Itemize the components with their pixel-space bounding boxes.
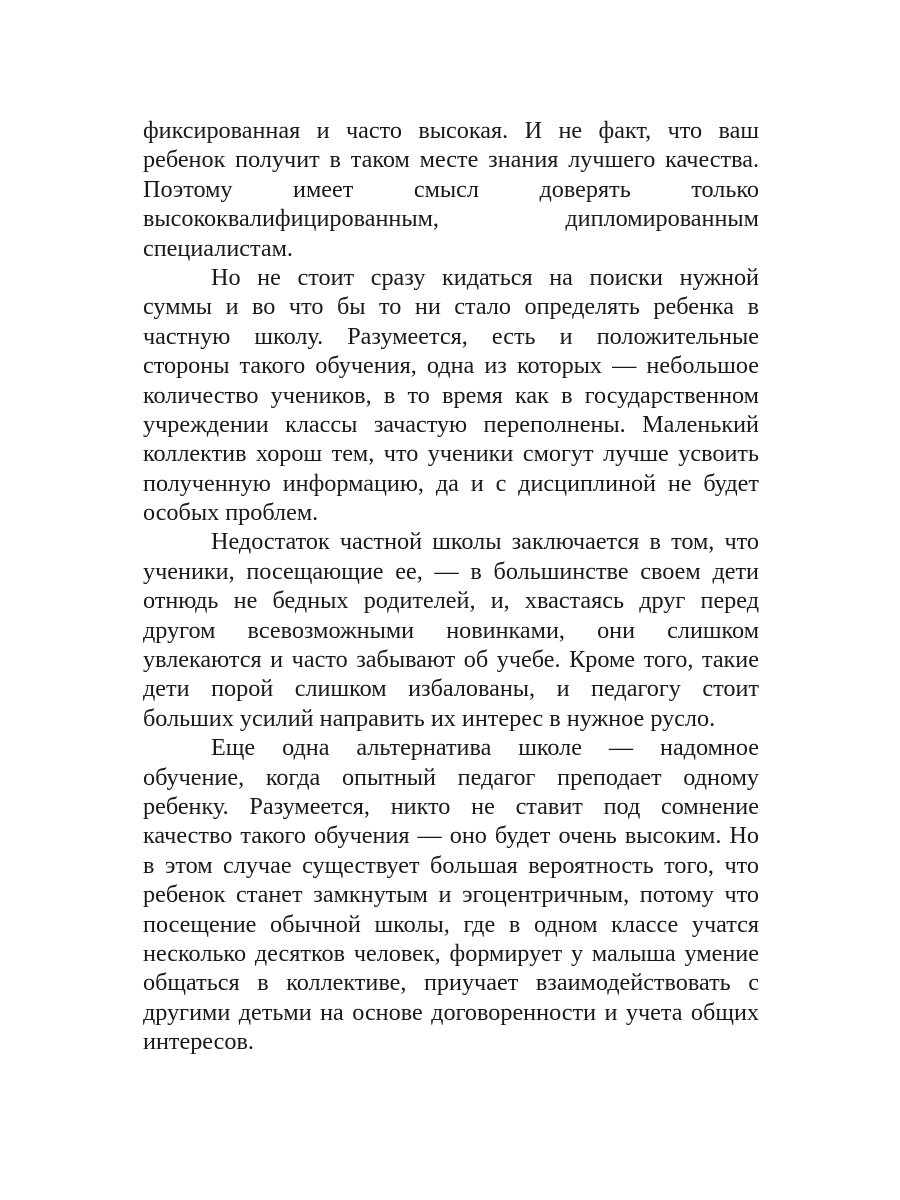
text-line: другими детьми на основе договоренности и учета общих bbox=[143, 998, 759, 1026]
text-line: больших усилий направить их интерес в нужное русло. bbox=[143, 704, 716, 732]
text-line: увлекаются и часто забывают об учебе. Кроме того, такие bbox=[143, 646, 759, 674]
text-line: коллектив хорош тем, что ученики смогут лучше усвоить bbox=[143, 440, 759, 468]
text-line: ученики, посещающие ее, — в большинстве своем дети bbox=[143, 557, 759, 585]
text-line: качество такого обучения — оно будет очень высоким. Но bbox=[143, 822, 759, 850]
text-line: дети порой слишком избалованы, и педагогу стоит bbox=[143, 675, 759, 703]
paragraph-2 bbox=[143, 263, 759, 528]
paragraph-1 bbox=[143, 116, 759, 263]
text-line: несколько десятков человек, формирует у малыша умение bbox=[143, 939, 759, 967]
text-line: отнюдь не бедных родителей, и, хвастаясь друг перед bbox=[143, 587, 759, 615]
text-line: полученную информацию, да и с дисциплиной не будет bbox=[143, 469, 759, 497]
text-line: фиксированная и часто высокая. И не факт, что ваш bbox=[143, 117, 759, 144]
text-line: стороны такого обучения, одна из которых — небольшое bbox=[143, 352, 759, 380]
text-line: общаться в коллективе, приучает взаимодействовать с bbox=[143, 969, 759, 997]
text-line: ребенок станет замкнутым и эгоцентричным, потому что bbox=[143, 881, 759, 909]
text-line: ребенку. Разумеется, никто не ставит под сомнение bbox=[143, 792, 759, 820]
text-line: суммы и во что бы то ни стало определять ребенка в bbox=[143, 293, 759, 321]
paragraph-4 bbox=[143, 733, 759, 1056]
text-line: посещение обычной школы, где в одном классе учатся bbox=[143, 910, 759, 938]
paragraph-3 bbox=[143, 527, 759, 733]
text-line: другом всевозможными новинками, они слишком bbox=[143, 616, 759, 644]
text-line: особых проблем. bbox=[143, 499, 319, 527]
text-line: Еще одна альтернатива школе — надомное bbox=[211, 734, 759, 762]
text-line: количество учеников, в то время как в государственном bbox=[143, 381, 759, 409]
text-line: Но не стоит сразу кидаться на поиски нужной bbox=[211, 263, 759, 291]
text-line: в этом случае существует большая вероятность того, что bbox=[143, 851, 759, 879]
text-line: Недостаток частной школы заключается в том, что bbox=[211, 528, 759, 556]
document-page bbox=[143, 116, 759, 1057]
text-line: высококвалифицированным, дипломированным bbox=[143, 205, 759, 233]
text-line: Поэтому имеет смысл доверять только bbox=[143, 175, 759, 203]
text-line: учреждении классы зачастую переполнены. Маленький bbox=[143, 410, 759, 438]
text-line: специалистам. bbox=[143, 234, 293, 262]
text-line: ребенок получит в таком месте знания лучшего качества. bbox=[143, 146, 759, 174]
text-line: интересов. bbox=[143, 1028, 254, 1056]
text-line: частную школу. Разумеется, есть и положительные bbox=[143, 322, 759, 350]
text-line: обучение, когда опытный педагог преподает одному bbox=[143, 763, 759, 791]
